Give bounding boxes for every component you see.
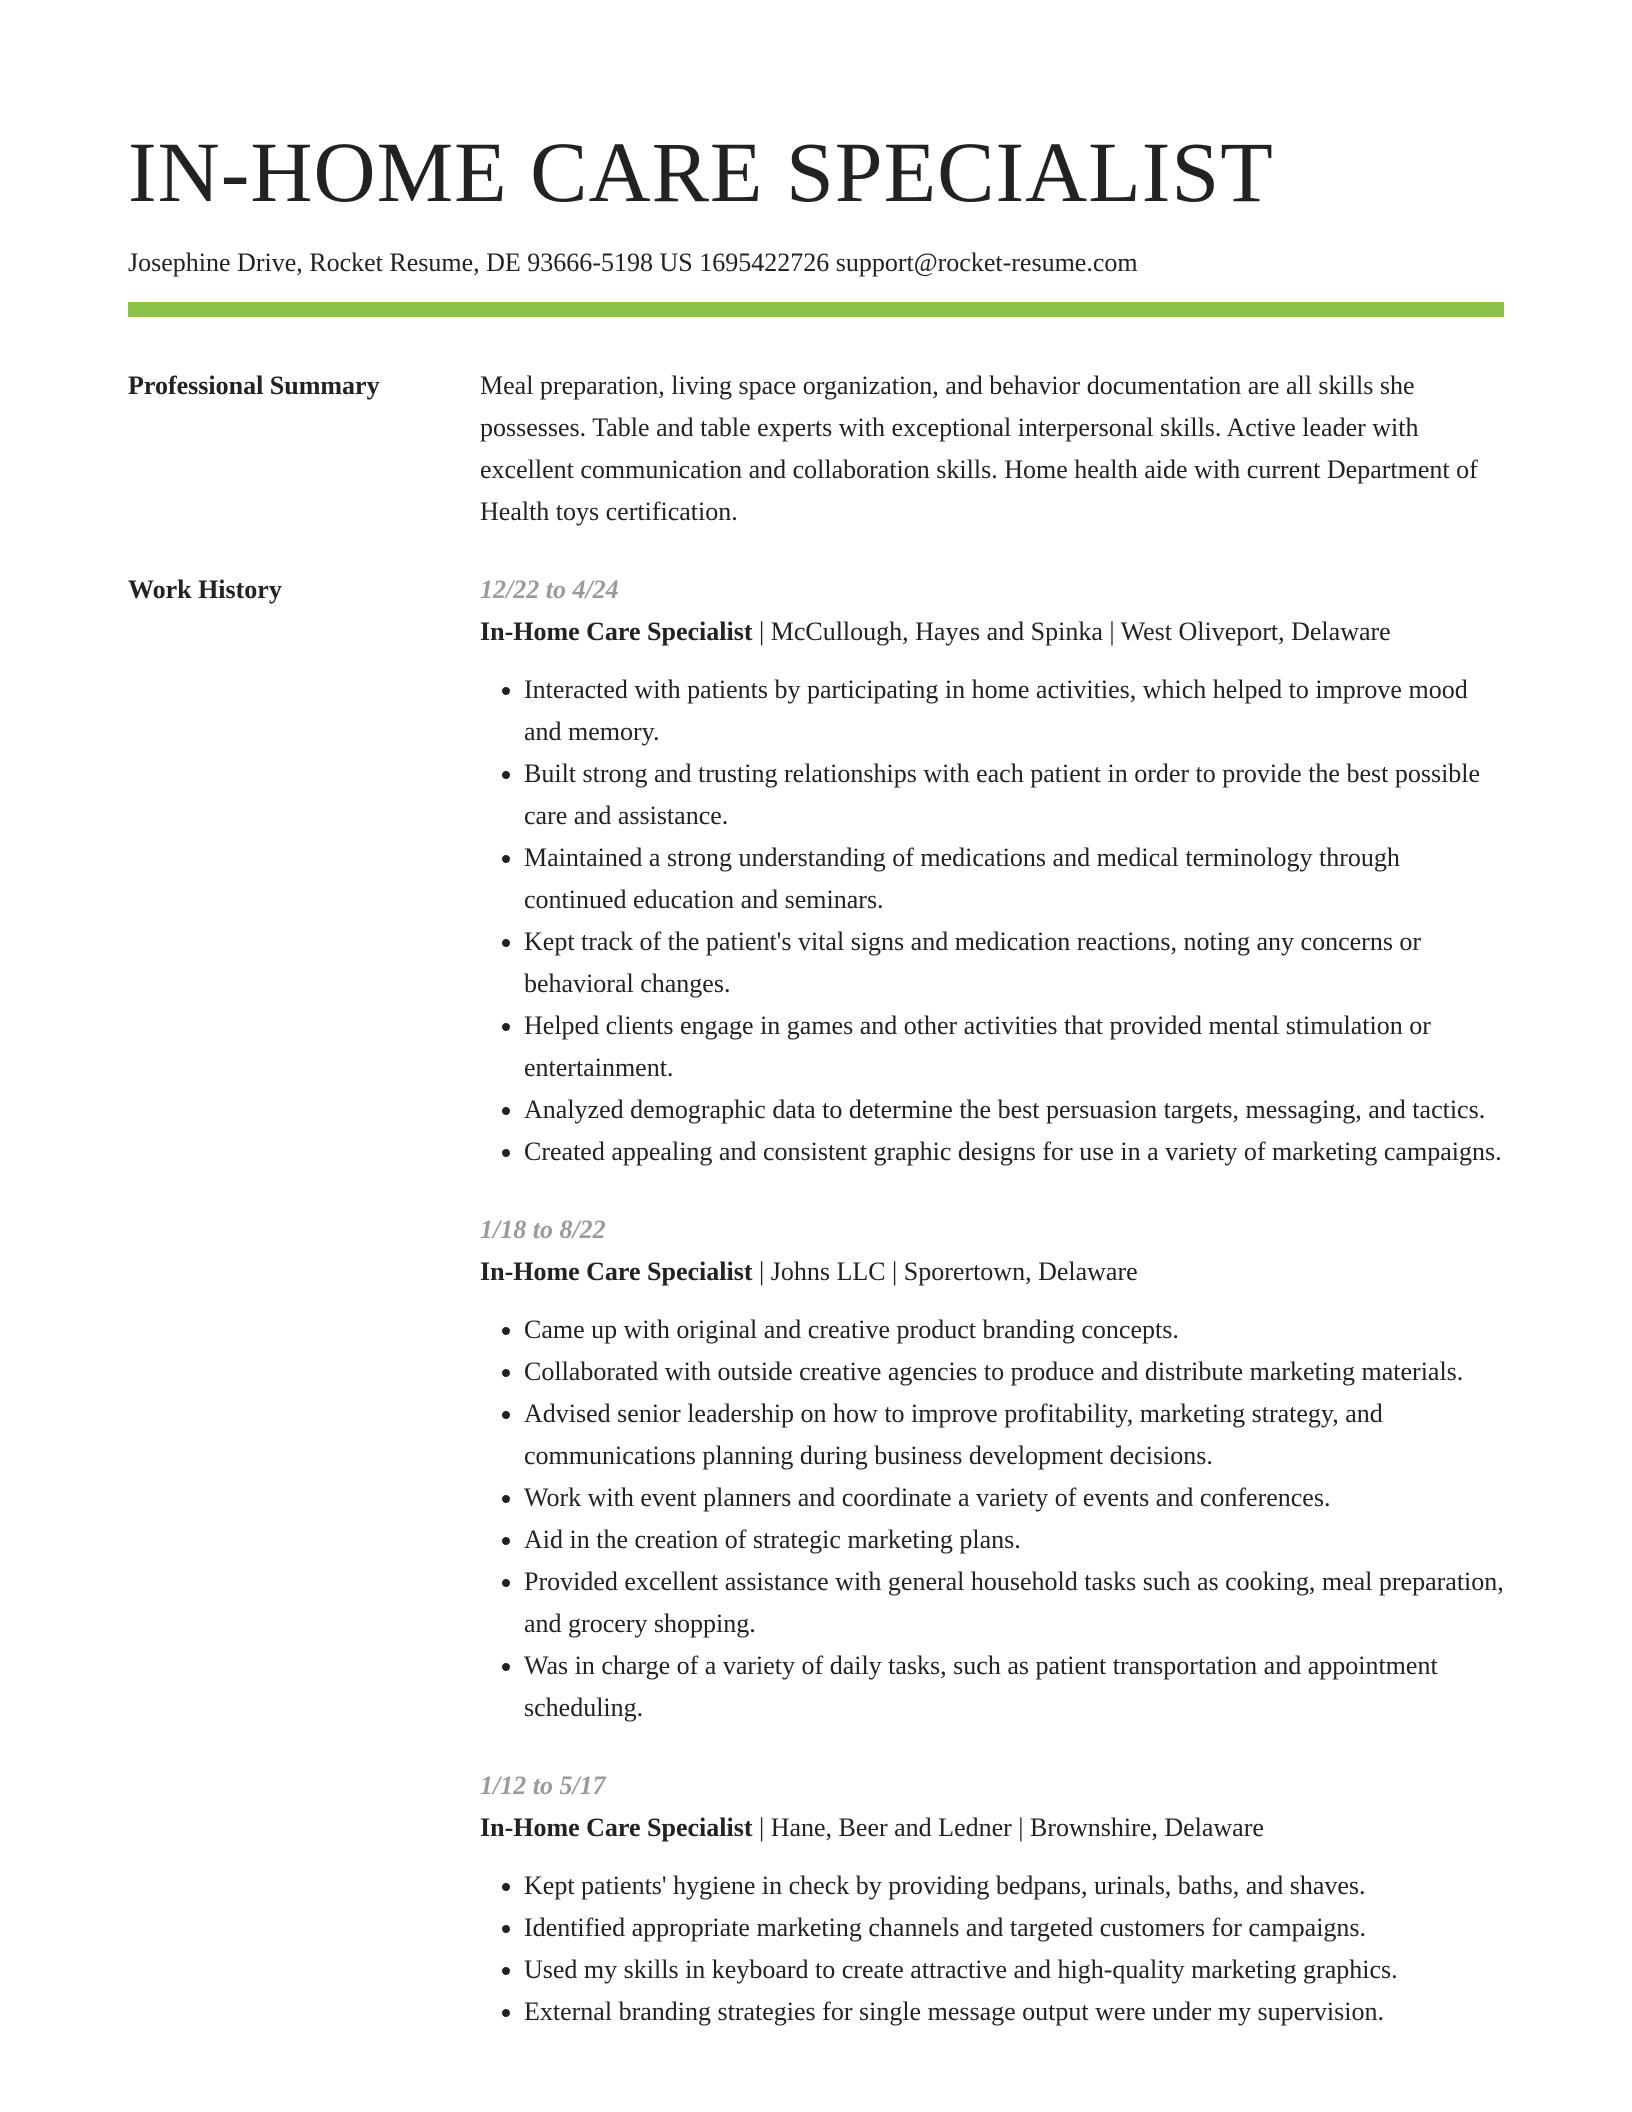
list-item: • Used my skills in keyboard to create attractive and high-quality marketing graphics.: [524, 1949, 1504, 1991]
job-bullet-list: [480, 669, 1504, 1173]
list-item: • Kept patients' hygiene in check by providing bedpans, urinals, baths, and shaves.: [524, 1865, 1504, 1907]
list-item: • Maintained a strong understanding of medications and medical terminology through continued education and seminars.: [524, 837, 1504, 921]
list-item: • Provided excellent assistance with general household tasks such as cooking, meal preparation, and grocery shopping.: [524, 1561, 1504, 1645]
job-bullet-list: [480, 1309, 1504, 1729]
list-item: • Was in charge of a variety of daily tasks, such as patient transportation and appointment scheduling.: [524, 1645, 1504, 1729]
page-title: IN-HOME CARE SPECIALIST: [128, 124, 1274, 220]
list-item: • Built strong and trusting relationships with each patient in order to provide the best possible care and assistance.: [524, 753, 1504, 837]
list-item: • Identified appropriate marketing channels and targeted customers for campaigns.: [524, 1907, 1504, 1949]
job-bullet-list: [480, 1865, 1504, 2033]
job-title: In-Home Care Specialist: [480, 1257, 753, 1286]
list-item: • Came up with original and creative product branding concepts.: [524, 1309, 1504, 1351]
list-item: • Helped clients engage in games and other activities that provided mental stimulation or entertainment.: [524, 1005, 1504, 1089]
summary-body: [480, 365, 1504, 533]
resume-page: [128, 0, 1504, 2069]
job-entry: [480, 1209, 1504, 1729]
list-item: • Advised senior leadership on how to improve profitability, marketing strategy, and communications planning during business development decisions.: [524, 1393, 1504, 1477]
work-history-body: [480, 569, 1504, 2069]
job-details: | Hane, Beer and Ledner | Brownshire, Delaware: [752, 1813, 1264, 1842]
list-item: • Interacted with patients by participating in home activities, which helped to improve mood and memory.: [524, 669, 1504, 753]
list-item: • Work with event planners and coordinate a variety of events and conferences.: [524, 1477, 1504, 1519]
section-label-summary: Professional Summary: [128, 371, 380, 400]
job-dates: 1/18 to 8/22: [480, 1215, 606, 1244]
accent-divider: [128, 302, 1504, 317]
section-label-work-history: Work History: [128, 575, 282, 604]
job-dates: 1/12 to 5/17: [480, 1771, 606, 1800]
job-entry: [480, 1765, 1504, 2033]
list-item: • Kept track of the patient's vital signs and medication reactions, noting any concerns or behavioral changes.: [524, 921, 1504, 1005]
list-item: • Analyzed demographic data to determine the best persuasion targets, messaging, and tactics.: [524, 1089, 1504, 1131]
job-heading: [480, 611, 1504, 653]
job-details: | McCullough, Hayes and Spinka | West Oliveport, Delaware: [752, 617, 1391, 646]
list-item: • Created appealing and consistent graphic designs for use in a variety of marketing campaigns.: [524, 1131, 1504, 1173]
job-dates: 12/22 to 4/24: [480, 575, 619, 604]
list-item: • External branding strategies for single message output were under my supervision.: [524, 1991, 1504, 2033]
list-item: • Aid in the creation of strategic marketing plans.: [524, 1519, 1504, 1561]
list-item: • Collaborated with outside creative agencies to produce and distribute marketing materials.: [524, 1351, 1504, 1393]
contact-line: Josephine Drive, Rocket Resume, DE 93666-5198 US 1695422726 support@rocket-resume.com: [128, 248, 1138, 277]
job-details: | Johns LLC | Sporertown, Delaware: [752, 1257, 1138, 1286]
job-heading: [480, 1807, 1504, 1849]
professional-summary-section: [128, 365, 1504, 533]
job-entry: [480, 569, 1504, 1173]
job-title: In-Home Care Specialist: [480, 1813, 753, 1842]
job-heading: [480, 1251, 1504, 1293]
summary-text: Meal preparation, living space organization, and behavior documentation are all skills she possesses. Table and table experts with exceptional interpersonal skills. Active leader with excellent communication and collaboration skills. Home health aide with current Department of Health toys certification.: [480, 371, 1478, 526]
work-history-section: [128, 569, 1504, 2069]
job-title: In-Home Care Specialist: [480, 617, 753, 646]
